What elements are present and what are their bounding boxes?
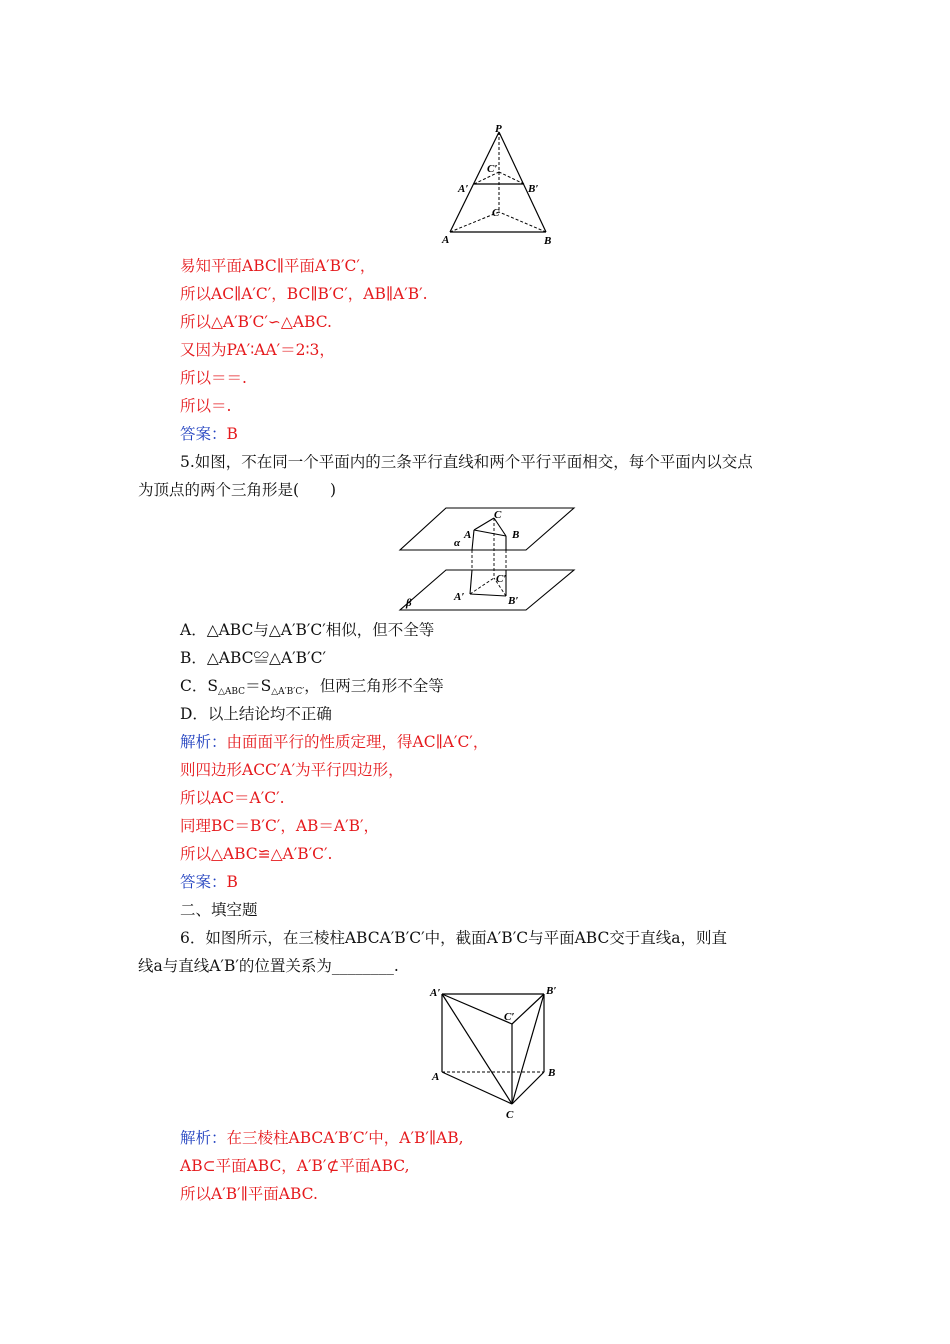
label-A: A xyxy=(432,1071,440,1083)
sol4-line1: 易知平面ABC∥平面A′B′C′， xyxy=(180,257,376,275)
q6-analysis-line1 xyxy=(180,1128,464,1148)
q5-stem-line1: 5.如图，不在同一个平面内的三条平行直线和两个平行平面相交，每个平面内以交点 xyxy=(180,453,753,471)
q5-option-d: D．以上结论均不正确 xyxy=(180,705,332,723)
q5-answer xyxy=(180,872,238,892)
answer-label: 答案： xyxy=(180,425,227,443)
label-A: A xyxy=(464,529,472,541)
option-c-prefix: C．S xyxy=(180,677,218,695)
q6-analysis-line3: 所以A′B′∥平面ABC. xyxy=(180,1185,318,1203)
label-C-prime: C′ xyxy=(504,1011,515,1023)
label-alpha: α xyxy=(454,537,461,549)
label-C: C xyxy=(506,1109,514,1121)
q5-option-c xyxy=(180,676,444,702)
q5-option-b: B．△ABC≌△A′B′C′ xyxy=(180,649,326,667)
q5-stem-line2: 为顶点的两个三角形是( ) xyxy=(138,481,337,499)
label-C: C xyxy=(494,509,502,521)
sol4-line5: 所以＝＝. xyxy=(180,369,247,387)
q5-analysis-line4: 同理BC＝B′C′，AB＝A′B′， xyxy=(180,817,380,835)
option-c-mid: ＝S xyxy=(245,677,272,695)
label-B: B xyxy=(548,1067,556,1079)
answer-value: B xyxy=(226,425,238,443)
prism-figure xyxy=(426,982,562,1122)
sol4-line3: 所以△A′B′C′∽△ABC. xyxy=(180,313,332,331)
q5-analysis-line3: 所以AC＝A′C′. xyxy=(180,789,285,807)
sol4-answer xyxy=(180,424,238,444)
option-c-post: ，但两三角形不全等 xyxy=(304,677,444,695)
label-A-prime: A′ xyxy=(458,183,469,195)
label-B-prime: B′ xyxy=(546,985,557,997)
answer-label: 答案： xyxy=(180,873,227,891)
analysis-text: 在三棱柱ABCA′B′C′中，A′B′∥AB, xyxy=(226,1129,464,1147)
label-C-prime: C′ xyxy=(496,573,507,585)
label-C-prime: C′ xyxy=(487,163,498,175)
label-B: B xyxy=(544,235,552,247)
sol4-line4: 又因为PA′∶AA′＝2∶3， xyxy=(180,341,335,359)
q6-stem-line2: 线a与直线A′B′的位置关系为________. xyxy=(138,957,399,975)
sol4-line2: 所以AC∥A′C′，BC∥B′C′，AB∥A′B′. xyxy=(180,285,428,303)
q6-stem-line1: 6．如图所示，在三棱柱ABCA′B′C′中，截面A′B′C与平面ABC交于直线a，则直 xyxy=(180,929,728,947)
label-A-prime: A′ xyxy=(430,987,441,999)
q5-analysis-line5: 所以△ABC≌△A′B′C′. xyxy=(180,845,333,863)
analysis-text: 由面面平行的性质定理，得AC∥A′C′， xyxy=(226,733,489,751)
label-C: C xyxy=(492,207,500,219)
label-B: B xyxy=(512,529,520,541)
pyramid-figure xyxy=(436,124,556,248)
label-B-prime: B′ xyxy=(508,595,519,607)
section-heading: 二、填空题 xyxy=(180,901,258,919)
label-P: P xyxy=(495,124,502,135)
analysis-label: 解析： xyxy=(180,733,227,751)
parallel-planes-figure xyxy=(398,504,580,612)
label-B-prime: B′ xyxy=(528,183,539,195)
sol4-line6: 所以＝. xyxy=(180,397,232,415)
q6-analysis-line2: AB⊂平面ABC，A′B′⊄平面ABC, xyxy=(180,1157,410,1175)
answer-value: B xyxy=(226,873,238,891)
label-beta: β xyxy=(406,597,412,609)
q5-analysis-line1 xyxy=(180,732,488,752)
option-c-sub1: △ABC xyxy=(217,687,246,697)
label-A-prime: A′ xyxy=(454,591,465,603)
q5-analysis-line2: 则四边形ACC′A′为平行四边形， xyxy=(180,761,404,779)
label-A: A xyxy=(442,234,450,246)
option-c-sub2: △A′B′C′ xyxy=(271,687,305,697)
q5-option-a: A．△ABC与△A′B′C′相似，但不全等 xyxy=(180,621,435,639)
analysis-label: 解析： xyxy=(180,1129,227,1147)
